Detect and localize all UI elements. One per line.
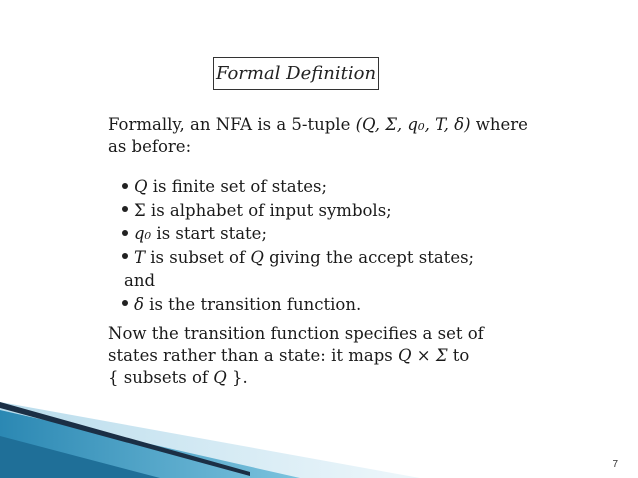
corner-decoration — [0, 380, 420, 478]
math-expression: Q — [213, 368, 227, 387]
intro-line-1 — [108, 114, 528, 136]
bullet-icon — [122, 230, 128, 236]
item-text: is alphabet of input symbols; — [145, 200, 392, 220]
symbol: q₀ — [134, 224, 152, 243]
list-item — [122, 175, 474, 199]
intro-paragraph — [108, 114, 528, 158]
item-text: is finite set of states; — [147, 177, 328, 196]
intro-line-2: as before: — [108, 137, 192, 156]
page-number: 7 — [612, 459, 618, 470]
bullet-icon — [122, 183, 128, 189]
closing-line-2 — [108, 345, 484, 367]
closing-text: { subsets of — [108, 368, 214, 387]
math-expression: Q × Σ — [398, 346, 448, 365]
item-text: giving the accept states; — [263, 247, 475, 267]
symbol: δ — [134, 294, 144, 314]
item-text: is start state; — [151, 224, 268, 243]
closing-line-1: Now the transition function specifies a set of — [108, 324, 484, 343]
bullet-icon — [122, 300, 128, 306]
intro-suffix: where — [470, 115, 528, 134]
item-text: is subset of — [145, 247, 251, 267]
closing-text: states rather than a state: it maps — [108, 346, 399, 365]
symbol: Q — [134, 177, 148, 196]
definition-list — [122, 175, 474, 316]
tuple-expression: (Q, Σ, q₀, T, δ) — [355, 115, 471, 134]
bullet-icon — [122, 206, 128, 212]
and-connector: and — [124, 271, 156, 290]
list-item — [122, 246, 474, 270]
closing-text: }. — [226, 368, 248, 387]
list-item — [122, 199, 474, 223]
intro-prefix: Formally, an NFA is a 5-tuple — [108, 115, 356, 134]
symbol: Σ — [134, 200, 146, 220]
item-text: is the transition function. — [143, 294, 362, 314]
list-item — [122, 293, 474, 317]
slide-title: Formal Definition — [213, 57, 379, 90]
symbol: T — [134, 247, 146, 267]
symbol: Q — [250, 247, 264, 267]
bullet-icon — [122, 253, 128, 259]
closing-text: to — [447, 346, 470, 365]
list-item — [122, 222, 474, 246]
